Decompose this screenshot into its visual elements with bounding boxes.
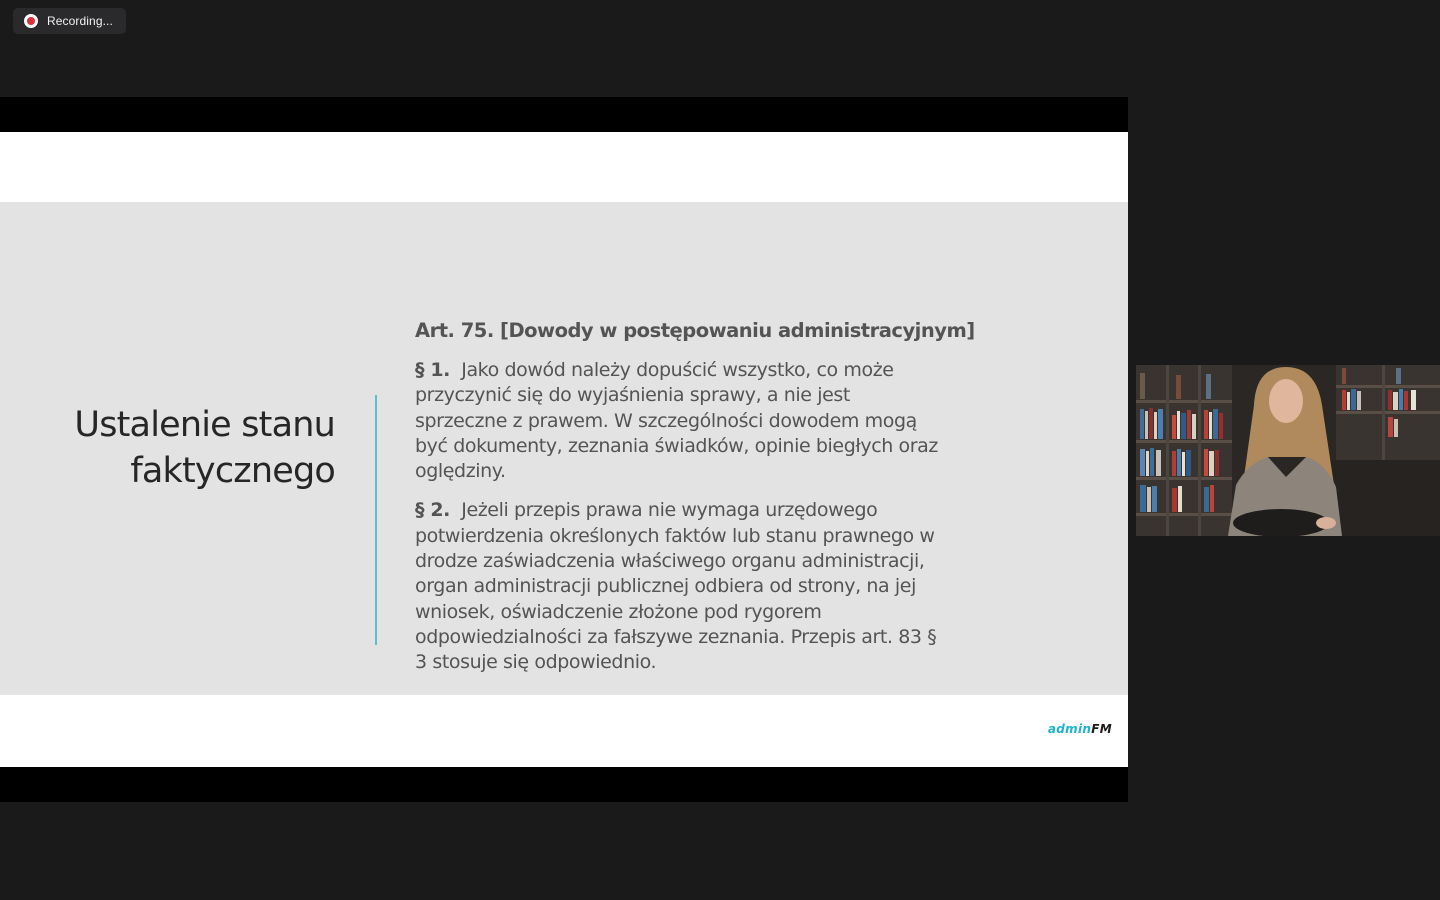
recording-label: Recording... — [47, 14, 113, 28]
article-paragraph-1 — [415, 358, 975, 484]
paragraph-line-text: Jako dowód należy dopuścić wszystko, co może — [461, 359, 894, 381]
paragraph-line — [415, 498, 975, 523]
paragraph-line: 3 stosuje się odpowiednio. — [415, 651, 657, 674]
paragraph-line: organ administracji publicznej odbiera od strony, na jej — [415, 575, 916, 598]
article-paragraph-2 — [415, 498, 975, 675]
presentation-slide — [0, 132, 1128, 767]
paragraph-line: wniosek, oświadczenie złożone pod rygorem — [415, 600, 822, 623]
record-icon — [24, 14, 38, 28]
paragraph-line: drodze zaświadczenia właściwego organu administracji, — [415, 550, 925, 573]
adminfm-logo — [1048, 722, 1112, 736]
slide-content-band — [0, 202, 1128, 695]
screen-share-area — [0, 97, 1128, 802]
paragraph-line: sprzeczne z prawem. W szczególności dowodem mogą — [415, 409, 917, 432]
paragraph-line: potwierdzenia określonych faktów lub stanu prawnego w — [415, 524, 935, 547]
recording-indicator[interactable] — [13, 8, 126, 34]
paragraph-line: oględziny. — [415, 460, 506, 483]
paragraph-line: przyczynić się do wyjaśnienia sprawy, a nie jest — [415, 384, 850, 407]
participant-video-tile[interactable] — [1136, 365, 1440, 536]
slide-title — [74, 402, 335, 494]
accent-divider — [375, 395, 377, 645]
paragraph-line — [415, 358, 975, 383]
paragraph-line: być dokumenty, zeznania świadków, opinie biegłych oraz — [415, 434, 938, 457]
paragraph-marker: § 2. — [415, 499, 450, 522]
slide-title-line: faktycznego — [130, 451, 335, 491]
paragraph-marker: § 1. — [415, 359, 450, 381]
article-heading: Art. 75. [Dowody w postępowaniu administracyjnym] — [415, 319, 975, 342]
logo-text-admin: admin — [1047, 722, 1092, 736]
paragraph-line-text: Jeżeli przepis prawa nie wymaga urzędowego — [461, 499, 878, 522]
participant-video-feed — [1136, 365, 1440, 536]
paragraph-line: odpowiedzialności za fałszywe zeznania. Przepis art. 83 § — [415, 625, 937, 648]
slide-title-line: Ustalenie stanu — [74, 405, 335, 445]
logo-text-fm: FM — [1091, 722, 1112, 736]
article-text — [415, 318, 975, 690]
